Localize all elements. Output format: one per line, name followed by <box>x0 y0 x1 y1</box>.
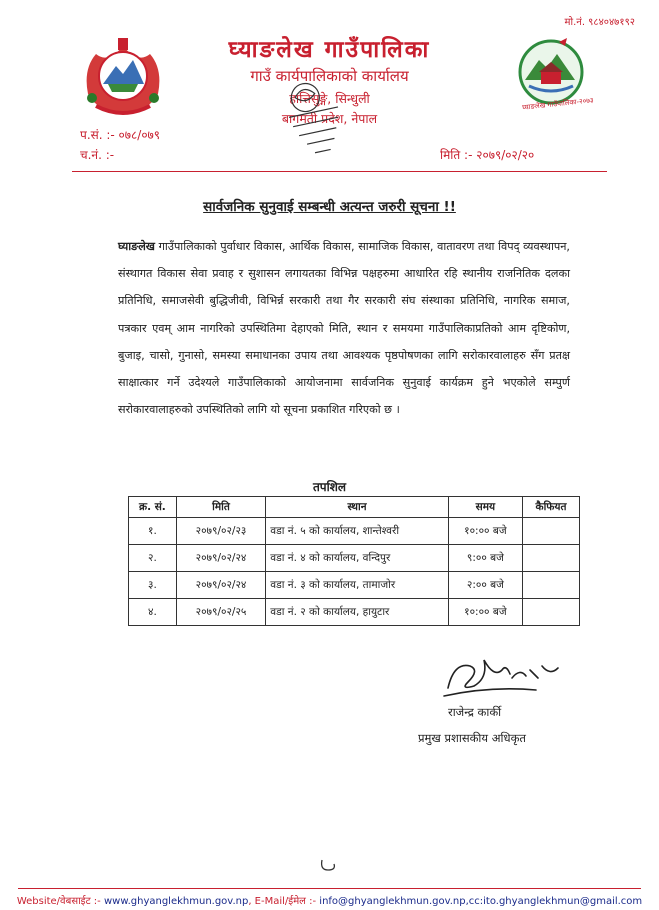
cell-time: १०:०० बजे <box>448 518 522 545</box>
cell-time: ९:०० बजे <box>448 545 522 572</box>
office-name: गाउँ कार्यपालिकाको कार्यालय <box>250 67 409 85</box>
signatory-title: प्रमुख प्रशासकीय अधिकृत <box>418 731 526 745</box>
schedule-table <box>128 496 580 626</box>
cell-time: १०:०० बजे <box>448 599 522 626</box>
notice-lead: घ्याङलेख <box>118 240 155 253</box>
address-line-1: हात्तिसुङ्गे, सिन्धुली <box>289 91 370 106</box>
notice-body-text: गाउँपालिकाको पुर्वाधार विकास, आर्थिक विकास, सामाजिक विकास, वातावरण तथा विपद् व्यवस्थापन, संस्थागत विकास सेवा प्रवाह र सुशासन लगायतका विभिन्न पक्षहरुमा आधारित रहि स्थानीय राजनितिक दलका प्रतिनिधि, समाजसेवी बुद्धिजीवी, विभिर्न्न सरकारी तथा गैर सरकारी संघ संस्थाका प्रतिनिधि, नागरिक समाज, पत्रकार एवम् आम नागरिको उपस्थितिमा देहाएको मिति, स्थान र समयमा गाउँपालिकाप्रतिको आम दृष्टिकोण, बुजाइ, चासो, गुनासो, समस्या समाधानका उपाय तथा आवश्यक पृष्ठपोषणका लागि सरोकारवालाहरु सँग प्रतक्ष साक्षात्कार गर्ने उदेश्यले गाउँपालिकाको आयोजनामा सार्वजनिक सुनुवाई कार्यक्रम हुने भएकोले सम्पुर्ण सरोकारवालाहरुको उपस्थितिको लागि यो सूचना प्रकाशित गरिएको छ । <box>118 240 570 417</box>
col-place: स्थान <box>266 497 449 518</box>
cell-serial: १. <box>129 518 177 545</box>
col-date: मिति <box>176 497 265 518</box>
cell-place: वडा नं. ४ को कार्यालय, वन्दिपुर <box>266 545 449 572</box>
table-row <box>129 572 580 599</box>
cell-place: वडा नं. ५ को कार्यालय, शान्तेश्वरी <box>266 518 449 545</box>
page-mark-icon <box>318 856 340 874</box>
email-link[interactable]: info@ghyanglekhmun.gov.np,cc:ito.ghyanglekhmun@gmail.com <box>319 896 643 907</box>
table-row <box>129 545 580 572</box>
footer-website-label: Website/वेबसाईट :- <box>16 896 101 907</box>
dispatch-number: च.नं. :- <box>80 148 115 162</box>
cell-date: २०७९/०२/२५ <box>176 599 265 626</box>
cell-place: वडा नं. ३ को कार्यालय, तामाजोर <box>266 572 449 599</box>
col-remarks: कैफियत <box>523 497 580 518</box>
table-row <box>129 599 580 626</box>
cell-date: २०७९/०२/२४ <box>176 545 265 572</box>
address-line-2: बागमती प्रदेश, नेपाल <box>281 111 378 126</box>
schedule-title: तपशिल <box>312 480 347 494</box>
cell-time: २:०० बजे <box>448 572 522 599</box>
footer <box>0 893 659 907</box>
notice-title: सार्वजनिक सुनुवाई सम्बन्धी अत्यन्त जरुरी सूचना !! <box>203 199 456 215</box>
footer-email-label: , E-Mail/ईमेल :- <box>248 896 317 907</box>
cell-serial: २. <box>129 545 177 572</box>
cell-serial: ३. <box>129 572 177 599</box>
cell-remarks <box>523 545 580 572</box>
page-title: घ्याङलेख गाउँपालिका <box>228 37 431 63</box>
table-header-row <box>129 497 580 518</box>
cell-date: २०७९/०२/२३ <box>176 518 265 545</box>
cell-date: २०७९/०२/२४ <box>176 572 265 599</box>
cell-remarks <box>523 599 580 626</box>
right-logo-caption: घ्याङलेख गाउँपालिका-२०७३ <box>521 96 594 112</box>
table-row <box>129 518 580 545</box>
notice-body <box>118 233 570 423</box>
cell-serial: ४. <box>129 599 177 626</box>
office-stamp-icon <box>270 74 360 164</box>
header-divider <box>72 171 607 172</box>
website-link[interactable]: www.ghyanglekhmun.gov.np <box>103 896 249 907</box>
col-serial: क्र. सं. <box>129 497 177 518</box>
signature-icon <box>440 648 570 706</box>
footer-divider <box>18 888 641 889</box>
cell-remarks <box>523 572 580 599</box>
reference-number: प.सं. :- ०७८/०७९ <box>80 128 161 142</box>
signatory-name: राजेन्द्र कार्की <box>448 705 502 719</box>
phone-number: मो.नं. ९८४०४७१९२ <box>564 17 635 28</box>
col-time: समय <box>448 497 522 518</box>
document-date: मिति :- २०७९/०२/२० <box>440 148 535 162</box>
cell-remarks <box>523 518 580 545</box>
cell-place: वडा नं. २ को कार्यालय, हायुटार <box>266 599 449 626</box>
